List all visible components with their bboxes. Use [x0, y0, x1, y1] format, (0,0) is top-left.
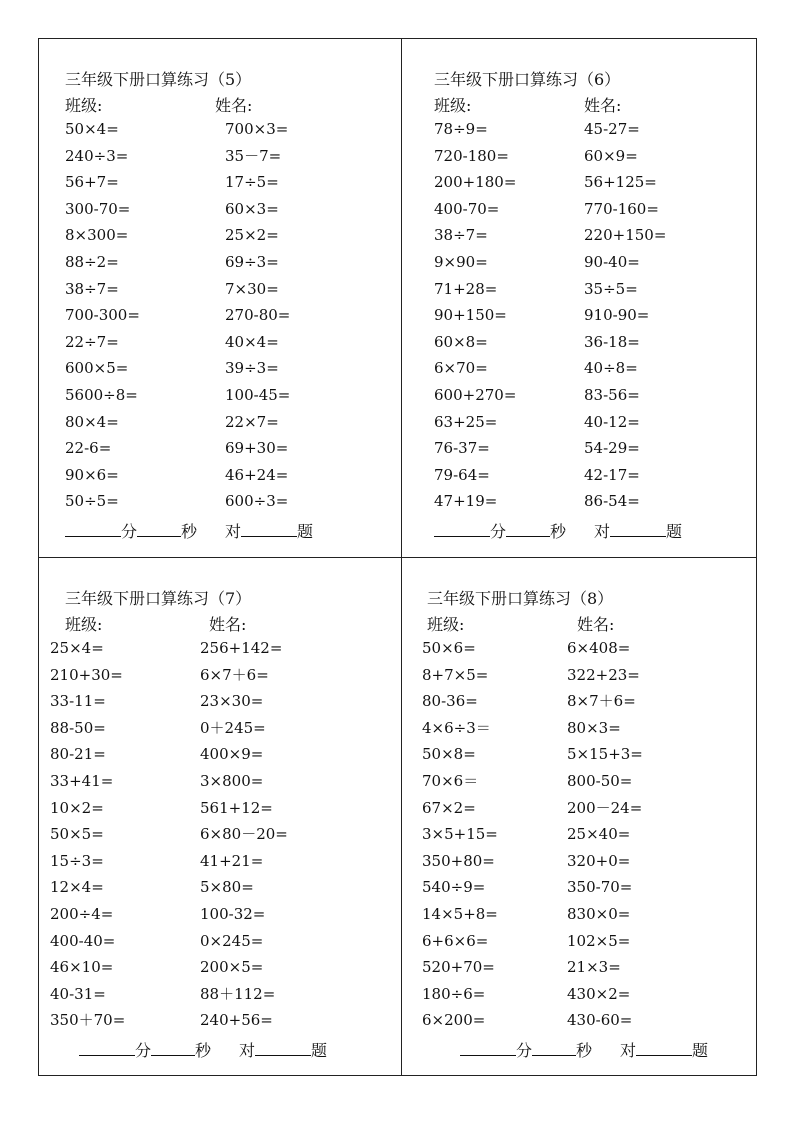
problem-right: 430×2= — [567, 984, 631, 1003]
questions-label: 题 — [666, 522, 683, 541]
problem-list — [65, 116, 385, 515]
problem-right: 42-17= — [584, 465, 640, 484]
seconds-label: 秒 — [576, 1041, 593, 1060]
problem-left: 10×2= — [50, 798, 104, 817]
problem-row — [422, 901, 752, 928]
problem-row — [422, 874, 752, 901]
problem-left: 80×4= — [65, 412, 119, 431]
problem-left: 78÷9= — [434, 120, 488, 138]
problem-left: 5600÷8= — [65, 385, 138, 404]
problem-row — [422, 662, 752, 689]
problem-left: 240÷3= — [65, 146, 129, 165]
name-label: 姓名: — [209, 615, 247, 634]
problem-row — [65, 355, 385, 382]
seconds-blank[interactable] — [151, 1041, 195, 1056]
problem-right: 6×7＋6= — [200, 665, 269, 684]
problem-row — [65, 329, 385, 356]
problem-left: 56+7= — [65, 173, 119, 192]
problem-right: 60×9= — [584, 146, 638, 165]
problem-right: 7×30= — [225, 279, 279, 298]
problem-left: 38÷7= — [434, 226, 488, 245]
problem-right: 45-27= — [584, 120, 640, 138]
problem-row — [422, 635, 752, 662]
problem-row — [65, 302, 385, 329]
problem-right: 22×7= — [225, 412, 279, 431]
problem-row — [434, 276, 754, 303]
seconds-label: 秒 — [550, 522, 567, 541]
problem-left: 350＋70= — [50, 1011, 126, 1030]
score-footer — [65, 519, 313, 542]
class-label: 班级: — [434, 96, 472, 115]
problem-left: 540÷9= — [422, 878, 486, 897]
problem-right: 6×80－20= — [200, 825, 288, 844]
problem-right: 200×5= — [200, 958, 264, 977]
problem-right: 102×5= — [567, 931, 631, 950]
problem-row — [50, 795, 380, 822]
name-label: 姓名: — [215, 96, 253, 115]
problem-right: 200－24= — [567, 798, 643, 817]
worksheet-grid — [38, 38, 757, 1076]
problem-left: 22-6= — [65, 439, 112, 458]
problem-left: 12×4= — [50, 878, 104, 897]
problem-left: 15÷3= — [50, 851, 104, 870]
problem-left: 700-300= — [65, 306, 140, 325]
problem-left: 50×5= — [50, 825, 104, 844]
problem-right: 700×3= — [225, 120, 289, 138]
problem-left: 8×300= — [65, 226, 129, 245]
problem-row — [422, 688, 752, 715]
problem-left: 14×5+8= — [422, 904, 498, 923]
problem-row — [434, 222, 754, 249]
problem-left: 6×200= — [422, 1011, 486, 1030]
problem-left: 350+80= — [422, 851, 495, 870]
minutes-label: 分 — [135, 1041, 152, 1060]
problem-row — [50, 768, 380, 795]
problem-right: 240+56= — [200, 1011, 273, 1030]
problem-right: 0×245= — [200, 931, 264, 950]
problem-right: 770-160= — [584, 199, 659, 218]
problem-left: 80-21= — [50, 745, 106, 764]
problem-left: 300-70= — [65, 199, 131, 218]
problem-right: 88＋112= — [200, 984, 276, 1003]
problem-left: 50×8= — [422, 745, 476, 764]
problem-left: 210+30= — [50, 665, 123, 684]
problem-row — [65, 488, 385, 515]
problem-left: 46×10= — [50, 958, 114, 977]
problem-row — [434, 116, 754, 143]
problem-right: 54-29= — [584, 439, 640, 458]
correct-count-blank[interactable] — [636, 1041, 692, 1056]
problem-right: 100-45= — [225, 385, 291, 404]
problem-left: 50÷5= — [65, 492, 119, 511]
problem-row — [434, 409, 754, 436]
problem-right: 80×3= — [567, 718, 621, 737]
problem-right: 21×3= — [567, 958, 621, 977]
problem-left: 3×5+15= — [422, 825, 498, 844]
problem-row — [422, 768, 752, 795]
problem-left: 33-11= — [50, 692, 106, 711]
problem-right: 270-80= — [225, 306, 291, 325]
problem-right: 800-50= — [567, 771, 633, 790]
problem-right: 56+125= — [584, 173, 657, 192]
problem-left: 79-64= — [434, 465, 490, 484]
problem-left: 200÷4= — [50, 904, 114, 923]
problem-right: 17÷5= — [225, 173, 279, 192]
problem-row — [65, 409, 385, 436]
problem-list — [434, 116, 754, 515]
problem-row — [65, 116, 385, 143]
problem-right: 910-90= — [584, 306, 650, 325]
problem-left: 720-180= — [434, 146, 509, 165]
problem-row — [434, 435, 754, 462]
questions-label: 题 — [311, 1041, 328, 1060]
minutes-label: 分 — [121, 522, 138, 541]
problem-row — [50, 1007, 380, 1034]
problem-right: 40-12= — [584, 412, 640, 431]
problem-right: 322+23= — [567, 665, 640, 684]
problem-row — [50, 688, 380, 715]
class-label: 班级: — [427, 615, 465, 634]
class-label: 班级: — [65, 615, 103, 634]
problem-right: 36-18= — [584, 332, 640, 351]
name-label: 姓名: — [584, 96, 622, 115]
problem-row — [50, 928, 380, 955]
problem-right: 25×40= — [567, 825, 631, 844]
problem-row — [50, 715, 380, 742]
correct-count-blank[interactable] — [610, 522, 666, 537]
problem-row — [422, 741, 752, 768]
problem-left: 400-40= — [50, 931, 116, 950]
name-label: 姓名: — [577, 615, 615, 634]
class-label: 班级: — [65, 96, 103, 115]
problem-row — [50, 635, 380, 662]
problem-row — [434, 462, 754, 489]
section-title: 三年级下册口算练习（8） — [427, 589, 614, 608]
problem-row — [65, 196, 385, 223]
problem-right: 23×30= — [200, 692, 264, 711]
problem-row — [50, 821, 380, 848]
problem-left: 70×6＝ — [422, 771, 479, 790]
practice-section-7 — [39, 558, 401, 1076]
problem-left: 38÷7= — [65, 279, 119, 298]
problem-left: 50×4= — [65, 120, 119, 138]
problem-left: 25×4= — [50, 639, 104, 657]
minutes-label: 分 — [516, 1041, 533, 1060]
seconds-label: 秒 — [181, 522, 198, 541]
problem-row — [434, 169, 754, 196]
problem-right: 830×0= — [567, 904, 631, 923]
problem-left: 400-70= — [434, 199, 500, 218]
practice-section-6 — [402, 39, 764, 557]
score-footer — [460, 1038, 708, 1061]
problem-row — [422, 981, 752, 1008]
problem-row — [434, 355, 754, 382]
problem-left: 71+28= — [434, 279, 498, 298]
score-footer — [434, 519, 682, 542]
problem-left: 33+41= — [50, 771, 114, 790]
problem-row — [65, 462, 385, 489]
problem-row — [50, 741, 380, 768]
problem-right: 25×2= — [225, 226, 279, 245]
problem-row — [422, 715, 752, 742]
problem-left: 90+150= — [434, 306, 507, 325]
questions-label: 题 — [692, 1041, 709, 1060]
problem-right: 83-56= — [584, 385, 640, 404]
problem-row — [434, 488, 754, 515]
problem-right: 46+24= — [225, 465, 289, 484]
problem-right: 5×15+3= — [567, 745, 643, 764]
problem-row — [65, 169, 385, 196]
section-title: 三年级下册口算练习（7） — [65, 589, 252, 608]
problem-left: 6+6×6= — [422, 931, 489, 950]
minutes-blank[interactable] — [460, 1041, 516, 1056]
problem-row — [50, 848, 380, 875]
problem-right: 6×408= — [567, 639, 631, 657]
correct-label: 对 — [594, 522, 611, 541]
problem-left: 600+270= — [434, 385, 517, 404]
problem-row — [65, 143, 385, 170]
problem-right: 220+150= — [584, 226, 667, 245]
problem-row — [422, 795, 752, 822]
problem-right: 3×800= — [200, 771, 264, 790]
problem-row — [434, 196, 754, 223]
problem-row — [65, 382, 385, 409]
problem-left: 47+19= — [434, 492, 498, 511]
problem-left: 200+180= — [434, 173, 517, 192]
minutes-label: 分 — [490, 522, 507, 541]
problem-right: 69÷3= — [225, 252, 279, 271]
problem-left: 9×90= — [434, 252, 488, 271]
minutes-blank[interactable] — [434, 522, 490, 537]
problem-row — [434, 302, 754, 329]
problem-left: 67×2= — [422, 798, 476, 817]
problem-right: 400×9= — [200, 745, 264, 764]
problem-left: 80-36= — [422, 692, 478, 711]
seconds-label: 秒 — [195, 1041, 212, 1060]
problem-row — [65, 249, 385, 276]
seconds-blank[interactable] — [137, 522, 181, 537]
problem-left: 88-50= — [50, 718, 106, 737]
problem-right: 86-54= — [584, 492, 640, 511]
problem-row — [50, 662, 380, 689]
problem-right: 430-60= — [567, 1011, 633, 1030]
problem-row — [50, 901, 380, 928]
problem-right: 35÷5= — [584, 279, 638, 298]
problem-left: 63+25= — [434, 412, 498, 431]
problem-right: 350-70= — [567, 878, 633, 897]
problem-row — [434, 143, 754, 170]
problem-right: 90-40= — [584, 252, 640, 271]
problem-right: 35－7= — [225, 146, 282, 165]
problem-right: 41+21= — [200, 851, 264, 870]
problem-left: 520+70= — [422, 958, 495, 977]
problem-right: 0＋245= — [200, 718, 266, 737]
correct-count-blank[interactable] — [255, 1041, 311, 1056]
correct-label: 对 — [225, 522, 242, 541]
problem-left: 60×8= — [434, 332, 488, 351]
problem-row — [50, 874, 380, 901]
problem-right: 8×7＋6= — [567, 692, 636, 711]
seconds-blank[interactable] — [506, 522, 550, 537]
problem-row — [65, 276, 385, 303]
problem-left: 40-31= — [50, 984, 106, 1003]
correct-label: 对 — [239, 1041, 256, 1060]
problem-left: 180÷6= — [422, 984, 486, 1003]
problem-left: 600×5= — [65, 359, 129, 378]
seconds-blank[interactable] — [532, 1041, 576, 1056]
problem-list — [50, 635, 380, 1034]
practice-section-8 — [402, 558, 764, 1076]
problem-row — [422, 954, 752, 981]
problem-right: 600÷3= — [225, 492, 289, 511]
problem-left: 22÷7= — [65, 332, 119, 351]
problem-row — [50, 954, 380, 981]
problem-row — [422, 848, 752, 875]
problem-right: 69+30= — [225, 439, 289, 458]
problem-row — [434, 382, 754, 409]
minutes-blank[interactable] — [65, 522, 121, 537]
problem-row — [434, 249, 754, 276]
problem-row — [422, 1007, 752, 1034]
correct-label: 对 — [620, 1041, 637, 1060]
problem-left: 88÷2= — [65, 252, 119, 271]
section-title: 三年级下册口算练习（5） — [65, 70, 252, 89]
minutes-blank[interactable] — [79, 1041, 135, 1056]
problem-right: 5×80= — [200, 878, 254, 897]
practice-section-5 — [39, 39, 401, 557]
problem-row — [65, 435, 385, 462]
score-footer — [79, 1038, 327, 1061]
problem-row — [50, 981, 380, 1008]
problem-left: 8+7×5= — [422, 665, 489, 684]
problem-row — [422, 821, 752, 848]
problem-list — [422, 635, 752, 1034]
problem-left: 4×6÷3＝ — [422, 718, 491, 737]
problem-right: 561+12= — [200, 798, 273, 817]
problem-right: 40÷8= — [584, 359, 638, 378]
problem-row — [422, 928, 752, 955]
section-title: 三年级下册口算练习（6） — [434, 70, 621, 89]
problem-left: 76-37= — [434, 439, 490, 458]
problem-left: 90×6= — [65, 465, 119, 484]
problem-left: 6×70= — [434, 359, 488, 378]
problem-row — [434, 329, 754, 356]
problem-right: 40×4= — [225, 332, 279, 351]
correct-count-blank[interactable] — [241, 522, 297, 537]
problem-right: 100-32= — [200, 904, 266, 923]
problem-right: 256+142= — [200, 639, 283, 657]
questions-label: 题 — [297, 522, 314, 541]
problem-right: 320+0= — [567, 851, 631, 870]
problem-row — [65, 222, 385, 249]
problem-right: 60×3= — [225, 199, 279, 218]
problem-right: 39÷3= — [225, 359, 279, 378]
problem-left: 50×6= — [422, 639, 476, 657]
